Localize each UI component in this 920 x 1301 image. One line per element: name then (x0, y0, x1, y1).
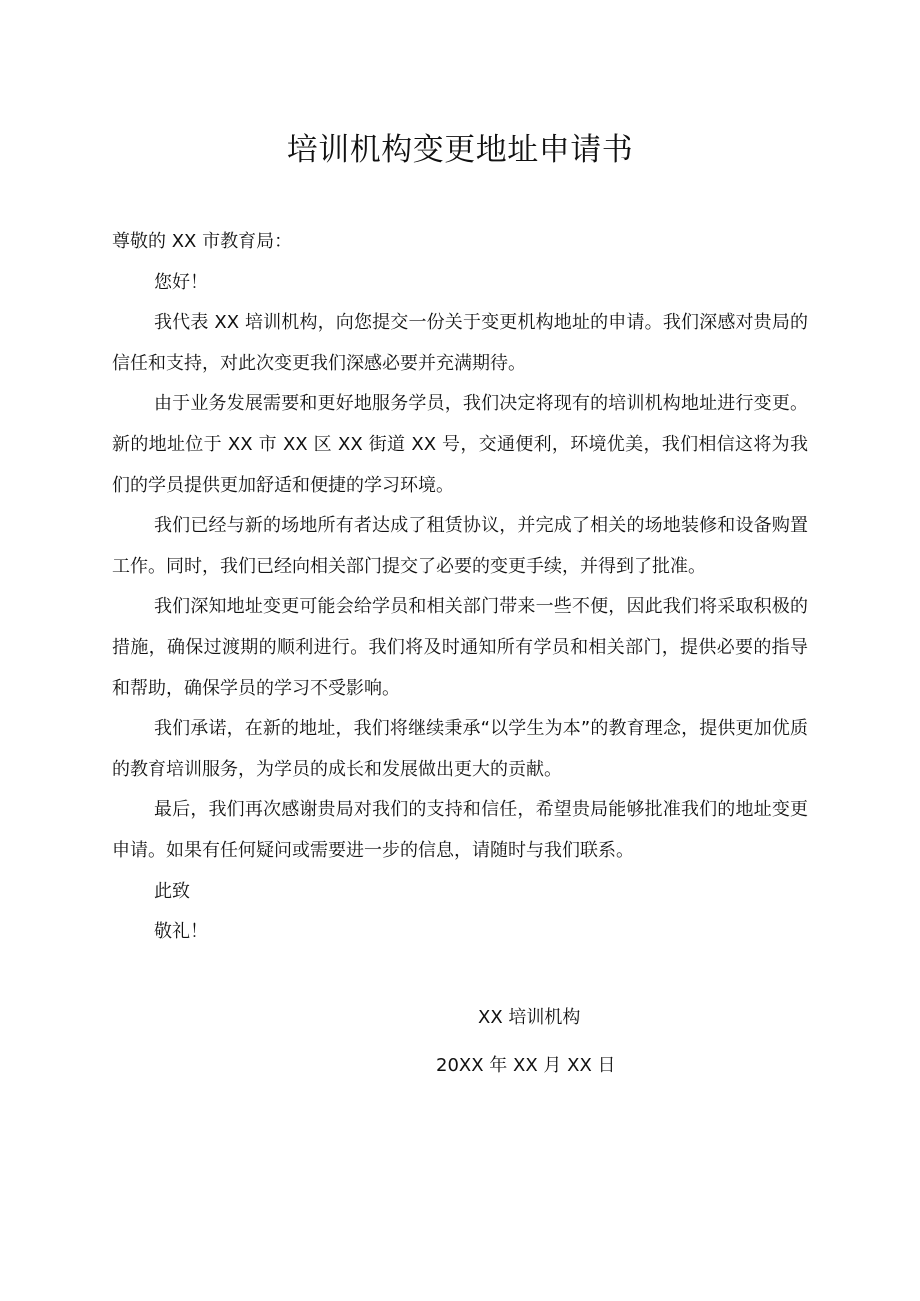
paragraph-6: 最后，我们再次感谢贵局对我们的支持和信任，希望贵局能够批准我们的地址变更申请。如果有任何疑问或需要进一步的信息，请随时与我们联系。 (112, 799, 808, 861)
greeting: 您好！ (154, 271, 208, 293)
paragraph-5: 我们承诺，在新的地址，我们将继续秉承“以学生为本”的教育理念，提供更加优质的教育培训服务，为学员的成长和发展做出更大的贡献。 (112, 718, 808, 780)
paragraph-4: 我们深知地址变更可能会给学员和相关部门带来一些不便，因此我们将采取积极的措施，确保过渡期的顺利进行。我们将及时通知所有学员和相关部门，提供必要的指导和帮助，确保学员的学习不受影响。 (112, 596, 808, 699)
letter-body (112, 222, 808, 953)
closing-line-2: 敬礼！ (154, 921, 208, 943)
signature-date: 20XX 年 XX 月 XX 日 (436, 1055, 616, 1076)
salutation: 尊敬的 XX 市教育局： (112, 231, 293, 252)
signature-organization: XX 培训机构 (478, 1007, 581, 1028)
paragraph-1: 我代表 XX 培训机构，向您提交一份关于变更机构地址的申请。我们深感对贵局的信任和支持，对此次变更我们深感必要并充满期待。 (112, 312, 808, 374)
document-title: 培训机构变更地址申请书 (286, 132, 634, 168)
paragraph-2: 由于业务发展需要和更好地服务学员，我们决定将现有的培训机构地址进行变更。新的地址位于 XX 市 XX 区 XX 街道 XX 号，交通便利，环境优美，我们相信这将为我们的学员提供更加舒适和便捷的学习环境。 (112, 393, 808, 496)
closing-line-1: 此致 (154, 880, 190, 902)
paragraph-3: 我们已经与新的场地所有者达成了租赁协议，并完成了相关的场地装修和设备购置工作。同时，我们已经向相关部门提交了必要的变更手续，并得到了批准。 (112, 515, 808, 577)
